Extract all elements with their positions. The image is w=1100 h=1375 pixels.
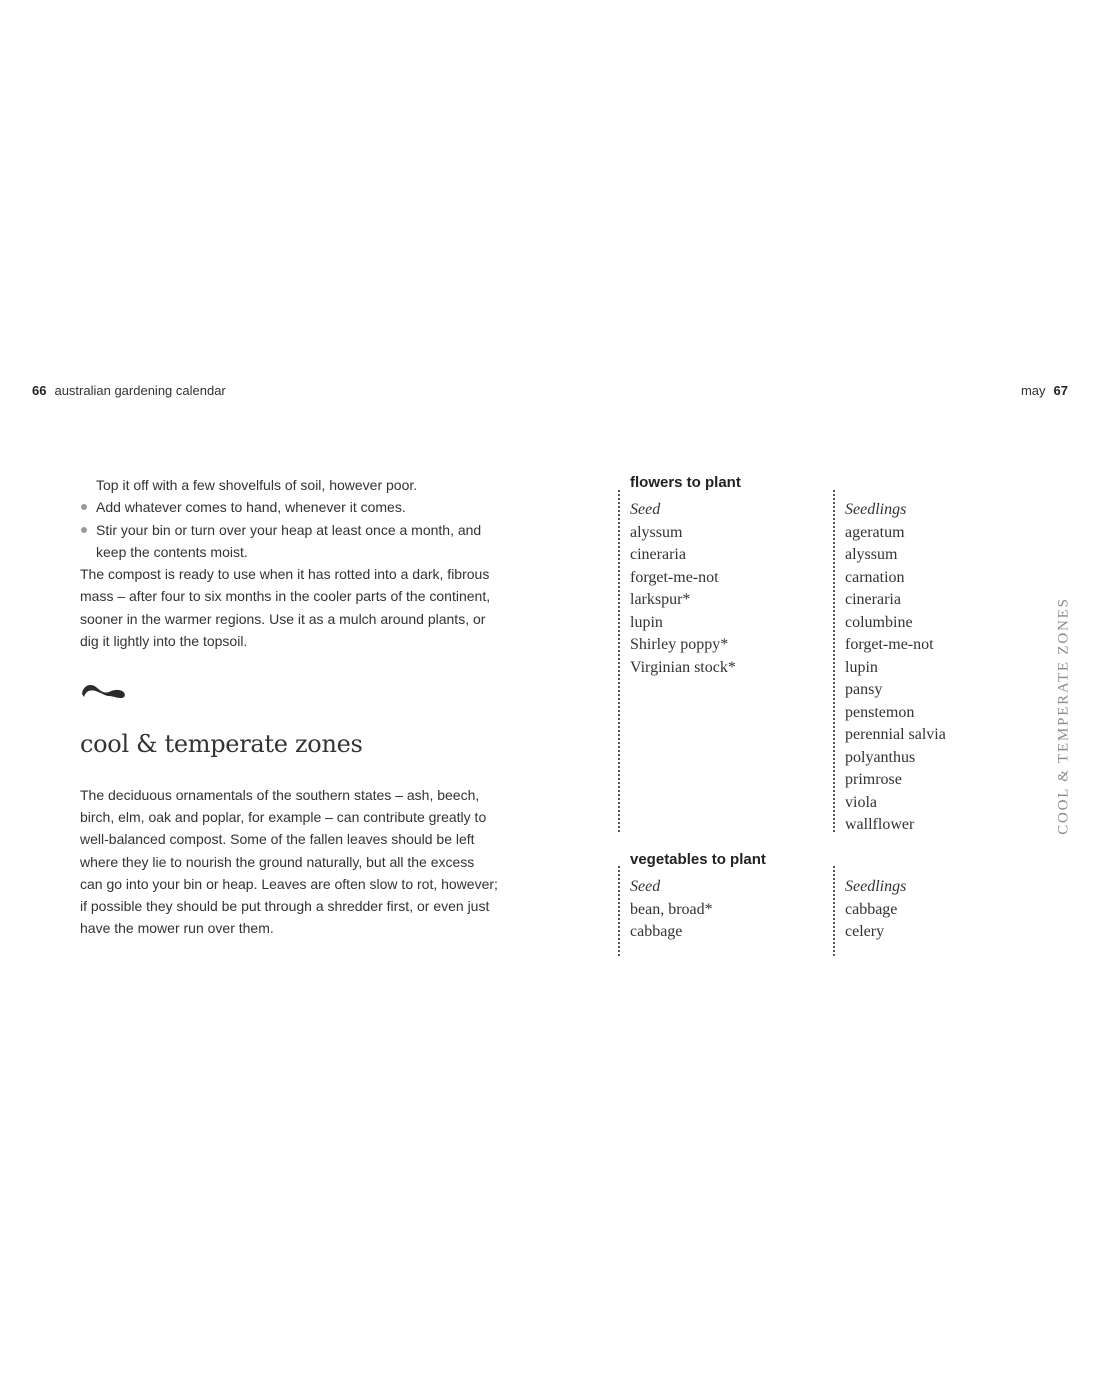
intro-line: Top it off with a few shovelfuls of soil, however poor. — [96, 477, 418, 493]
bullet-icon — [81, 527, 87, 533]
list-item: primrose — [845, 771, 902, 788]
left-page-number: 66 — [32, 383, 47, 398]
list-item: penstemon — [845, 703, 915, 721]
column-label: Seed — [630, 878, 661, 895]
list-item: perennial salvia — [845, 726, 946, 743]
right-page-number: 67 — [1053, 383, 1068, 398]
section-paragraph: The deciduous ornamentals of the southern states – ash, beech, birch, elm, oak and poplar, for example – can contribute greatly to well-balanced compost. Some of the fallen leaves should be left where they lie to nourish the ground naturally, but all the excess can go into your bin or heap. Leaves are often slow to rot, however; if possible they should be put through a shredder first, or even just have the mower run over them. — [80, 787, 498, 937]
swash-ornament-icon — [80, 680, 128, 707]
divider — [833, 866, 835, 956]
list-item: alyssum — [630, 523, 683, 541]
section-side-tab: COOL & TEMPERATE ZONES — [1055, 597, 1072, 835]
left-running-head — [32, 383, 226, 398]
flowers-seed-list — [630, 499, 830, 679]
list-item: cineraria — [845, 591, 901, 608]
right-chapter-title: may — [1020, 383, 1046, 398]
compost-paragraph: The compost is ready to use when it has rotted into a dark, fibrous mass – after four to six months in the cooler parts of the continent, sooner in the warmer regions. Use it as a mulch around plants, or dig it lightly into the topsoil. — [80, 566, 491, 650]
list-item: ageratum — [845, 523, 905, 541]
divider — [618, 490, 620, 832]
list-item: cabbage — [845, 900, 898, 918]
list-item: pansy — [845, 681, 883, 698]
list-item: carnation — [845, 568, 905, 586]
bullet-item: Stir your bin or turn over your heap at least once a month, and keep the contents moist. — [80, 519, 500, 564]
list-item: lupin — [845, 658, 878, 676]
list-item: cabbage — [630, 923, 683, 940]
list-item: lupin — [630, 613, 663, 631]
list-item: cineraria — [630, 546, 686, 563]
list-item: viola — [845, 793, 877, 811]
list-item: forget-me-not — [630, 568, 719, 586]
list-item: forget-me-not — [845, 636, 934, 653]
list-item: alyssum — [845, 546, 898, 563]
right-running-head — [1021, 383, 1068, 398]
list-item: columbine — [845, 613, 913, 631]
bullet-item: Add whatever comes to hand, whenever it comes. — [80, 496, 500, 518]
list-item: Virginian stock* — [630, 658, 736, 676]
column-label: Seedlings — [845, 878, 907, 895]
vegetables-seed-list — [630, 876, 830, 944]
list-item: celery — [845, 923, 885, 940]
left-book-title: australian gardening calendar — [54, 383, 226, 398]
flowers-seedlings-list — [845, 499, 1045, 837]
list-item: wallflower — [845, 816, 915, 833]
section-title: cool & temperate zones — [80, 730, 363, 758]
left-page-text — [80, 474, 500, 652]
list-item: larkspur* — [630, 591, 691, 608]
divider — [833, 490, 835, 832]
list-item: polyanthus — [845, 748, 916, 766]
bullet-icon — [81, 504, 87, 510]
column-label: Seed — [630, 501, 661, 518]
list-item: Shirley poppy* — [630, 636, 729, 653]
flowers-heading: flowers to plant — [630, 474, 741, 491]
list-item: bean, broad* — [630, 900, 713, 918]
divider — [618, 866, 620, 956]
vegetables-heading: vegetables to plant — [630, 851, 766, 868]
vegetables-seedlings-list — [845, 876, 1045, 944]
column-label: Seedlings — [845, 501, 907, 518]
